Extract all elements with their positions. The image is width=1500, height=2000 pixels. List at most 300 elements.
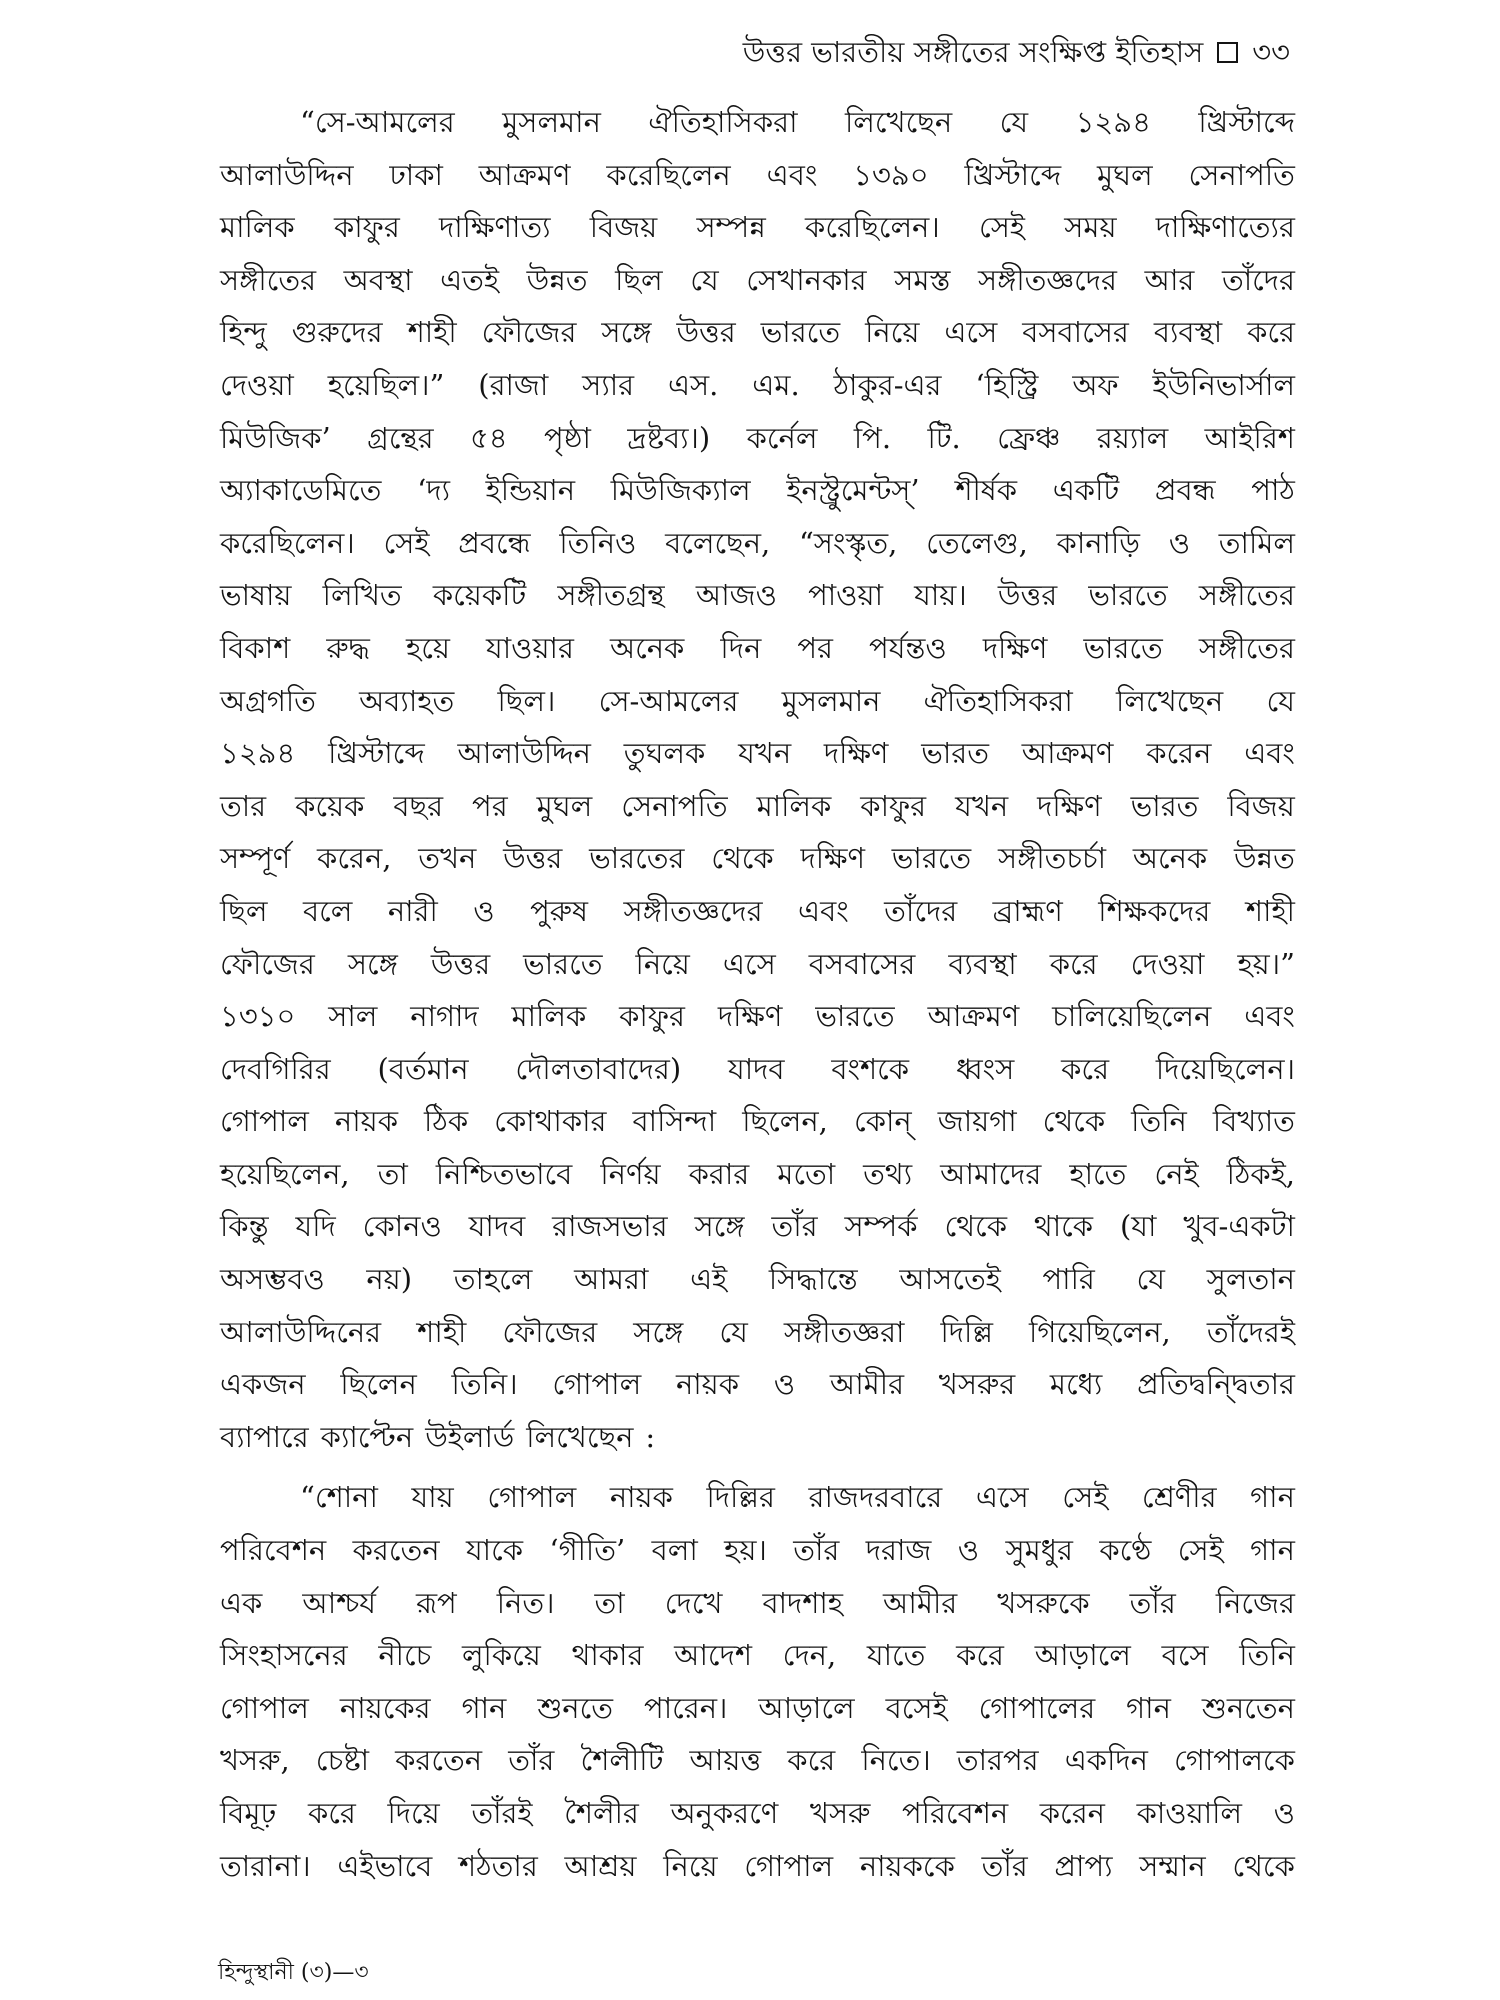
text-line [220,1043,1295,1096]
word: অনুকরণে [670,1796,779,1830]
word: কাওয়ালি [1136,1796,1243,1830]
word: ইউনিভার্সাল [1152,367,1295,402]
word: নায়ককে [859,1848,955,1883]
word: যে [1136,1262,1165,1297]
text-line [220,1200,1295,1253]
word: আমরা [574,1262,649,1297]
word: এসে [722,946,776,981]
word: আলাউদ্দিন [457,736,591,771]
word: “সে-আমলের [300,105,455,139]
word: করে [307,1796,356,1830]
word: তথ্য [863,1156,913,1191]
word: ১২৯৪ [220,736,296,771]
text-line [220,938,1295,991]
word: ১৩৯০ [853,157,929,192]
word: চেষ্টা [315,1743,370,1778]
word: ব্রাহ্মণ [992,893,1063,928]
word: উন্নত [526,262,588,297]
word: ভারতে [523,946,603,981]
word: রুদ্ধ [326,630,370,665]
word: অসম্ভবও [220,1262,325,1297]
text-line [220,832,1295,885]
word: ১৩১০ [220,999,296,1034]
word: কয়েক [295,788,365,823]
text-line [220,1306,1295,1359]
word: খসরু [809,1796,871,1830]
word: গোপাল [220,1104,309,1139]
text-line [220,727,1295,780]
word: দেওয়া [220,367,294,402]
word: তাঁর [771,1209,818,1244]
word: আদেশ [674,1638,752,1673]
word: আক্রমণ [1021,736,1114,771]
word: ক্যাপ্টেন [320,1419,414,1454]
word: ৫৪ [469,420,508,455]
word: যায়। [914,578,967,613]
text-line [220,1577,1295,1630]
word: আমীর [829,1367,905,1402]
word: আজও [695,578,777,613]
word: দিল্লির [706,1480,775,1515]
word: পুরুষ [530,893,589,928]
text-line [220,1629,1295,1682]
word: বিকাশ [220,630,291,665]
word: ছিল [615,262,663,297]
word: মধ্যে [1049,1367,1103,1402]
word: ভারত [1130,788,1199,823]
word: অফ [1072,367,1119,402]
word: দেওয়া [1130,946,1205,981]
word: ভারতে [760,315,841,350]
word: শাহী [1245,893,1295,928]
word: পারেন। [644,1690,728,1725]
word: দক্ষিণ [717,999,783,1034]
word: বিখ্যাত [1212,1104,1295,1139]
word: ফৌজের [220,946,315,981]
word: খসরুর [938,1367,1016,1402]
word: ঐতিহাসিকরা [648,105,798,139]
word: ইন্ডিয়ান [485,473,576,508]
word: ইনস্ট্রুমেন্টস্’ [786,473,920,508]
word: টি. [927,420,961,455]
word: দিয়ে [387,1796,440,1830]
word: রাজদরবারে [808,1480,943,1515]
word: (বর্তমান [377,1051,469,1086]
word: যায় [411,1480,454,1515]
word: দরাজ [865,1533,932,1568]
text-line [220,464,1295,517]
word: সম্পর্ক [844,1209,918,1244]
word: দেখে [664,1585,723,1620]
word: প্রতিদ্বন্দ্বিতার [1137,1367,1295,1402]
word: তিনি [1239,1638,1295,1673]
word: অনেক [609,630,685,665]
word: কিন্তু [220,1209,269,1244]
word: সঙ্গীতের [1198,630,1295,665]
word: এক [220,1585,263,1620]
word: ও [957,1533,980,1568]
word: ফ্রেঞ্চ [997,420,1061,455]
text-line [220,675,1295,728]
word: নীচে [378,1638,432,1673]
word: আমীর [883,1585,958,1620]
word: জায়গা [937,1104,1017,1139]
word: আক্রমণ [927,999,1020,1034]
word: যাদব [728,1051,785,1086]
word: দক্ষিণ [823,736,889,771]
word: তাঁর [793,1533,840,1568]
word: করেছিলেন। [220,525,355,560]
word: শুনতে [537,1690,614,1725]
word: তারানা। [220,1848,311,1883]
word: ছিল [220,893,268,928]
running-header [200,30,1290,74]
word: “সংস্কৃত, [798,525,898,560]
word: দক্ষিণ [982,630,1048,665]
word: স্যার [582,367,635,402]
word: পি. [853,420,892,455]
word: আর [1144,262,1195,297]
word: সেই [1062,1480,1109,1515]
word: হয়েছিলেন, [220,1156,350,1191]
word: সঙ্গীতগ্রন্থ [557,578,665,613]
word: শৈলীর [564,1796,639,1830]
word: খ্রিস্টাব্দে [1198,105,1295,139]
word: সঙ্গীতের [220,262,317,297]
word: সে-আমলের [598,683,739,718]
word: এবং [1244,736,1295,771]
word: গোপাল [220,1690,309,1725]
word: যাকে [465,1533,524,1568]
word: ব্যবস্থা [1153,315,1223,350]
word: তাঁর [508,1743,555,1778]
word: সঙ্গে [694,1209,745,1244]
word: সম্পন্ন [696,210,766,245]
word: ভারতের [589,841,685,876]
word: পর [797,630,833,665]
word: নাগাদ [410,999,479,1034]
word: লিখেছেন [1116,683,1224,718]
word: সেনাপতি [621,788,728,823]
square-ornament-icon [1217,42,1238,63]
word: কাফুর [333,210,400,245]
word: প্রাপ্য [1054,1848,1113,1883]
word: যখন [955,788,1009,823]
word: মুসলমান [502,105,601,139]
text-line [220,1524,1295,1577]
word: সিংহাসনের [220,1638,348,1673]
word: শাহী [417,1314,467,1349]
word: রূপ [415,1585,457,1620]
word: নায়ক [334,1104,399,1139]
word: এবং [766,157,818,192]
word: ও [1168,525,1191,560]
word: আইরিশ [1204,420,1295,455]
word: শঠতার [459,1848,538,1883]
word: কাফুর [619,999,685,1034]
paragraph [220,1471,1295,1892]
text-line [220,1682,1295,1735]
word: তাঁদেরই [1206,1314,1295,1349]
word: যে [690,262,719,297]
text-line [220,990,1295,1043]
word: বংশকে [831,1051,910,1086]
word: হয়।” [1237,946,1295,981]
word: খসরু, [220,1743,290,1778]
word: শুনতেন [1201,1690,1295,1725]
word: সঙ্গীতজ্ঞরা [783,1314,905,1349]
word: নায়ক [609,1480,673,1515]
word: ‘হিস্ট্রি [975,367,1039,402]
word: শাহী [407,315,457,350]
word: পরিবেশন [901,1796,1009,1830]
word: তাঁর [1129,1585,1176,1620]
word: নায়কের [339,1690,431,1725]
text-line [220,201,1295,254]
word: বিজয় [1227,788,1295,823]
word: শ্রেণীর [1141,1480,1217,1515]
word: অগ্রগতি [220,683,316,718]
word: খুব-একটা [1183,1209,1295,1244]
word: দিল্লি [940,1314,993,1349]
word: আশ্রয় [564,1848,637,1883]
word: সঙ্গীতজ্ঞদের [977,262,1117,297]
text-line [220,780,1295,833]
word: হয়। [724,1533,767,1568]
word: মুসলমান [781,683,881,718]
word: উইলার্ড [425,1419,515,1454]
word: করেন [1146,736,1212,771]
word: প্রবন্ধ [1154,473,1216,508]
word: ও [773,1367,796,1402]
word: নয়) [366,1262,413,1297]
word: একজন [220,1367,306,1402]
word: হয়ে [405,630,450,665]
word: কাফুর [860,788,927,823]
word: ছিলেন, [742,1104,828,1139]
word: তিনি [1131,1104,1187,1139]
word: করতেন [352,1533,440,1568]
word: থেকে [711,841,774,876]
word: গান [1126,1690,1171,1725]
word: আয়ত্ত [689,1743,762,1778]
word: বিমূঢ় [220,1796,277,1830]
word: মালিক [220,210,295,245]
word: পাঠ [1251,473,1295,508]
word: করেন [1039,1796,1105,1830]
word: মতো [777,1156,836,1191]
word: আশ্চর্য [302,1585,376,1620]
word: সঙ্গে [633,1314,684,1349]
word: অ্যাকাডেমিতে [220,473,382,508]
word: অবস্থা [343,262,413,297]
text-line [220,1734,1295,1787]
word: বলেছেন, [665,525,771,560]
word: তা [377,1156,408,1191]
word: থেকে [1042,1104,1106,1139]
word: দিন [720,630,762,665]
word: নিত। [496,1585,555,1620]
word: “শোনা [300,1480,378,1515]
word: তামিল [1218,525,1295,560]
text-line [220,1095,1295,1148]
word: ১২৯৪ [1075,105,1151,139]
word: চালিয়েছিলেন [1052,999,1212,1034]
word: সুমধুর [1005,1533,1073,1568]
word: তাঁদের [884,893,958,928]
word: সিদ্ধান্তে [768,1262,858,1297]
word: পর্যন্তও [869,630,947,665]
word: ধ্বংস [955,1051,1015,1086]
word: সঙ্গীতচর্চা [997,841,1107,876]
word: করেছিলেন [606,157,731,192]
text-line [220,412,1295,465]
word: ভারতে [891,841,972,876]
word: সময় [1064,210,1117,245]
word: ঠিক [424,1104,469,1139]
body-text [220,96,1295,1892]
word: আমাদের [940,1156,1042,1191]
word: সেই [383,525,430,560]
word: গান [461,1690,507,1725]
word: যাতে [866,1638,926,1673]
word: পারি [1042,1262,1095,1297]
word: করে [787,1743,836,1778]
word: তুঘলক [623,736,706,771]
word: করে [1061,1051,1110,1086]
word: রাজসভার [552,1209,668,1244]
word: এসে [975,1480,1029,1515]
word: সম্পূর্ণ [220,841,291,876]
word: যখন [738,736,792,771]
word: অনেক [1132,841,1208,876]
word: দেবগিরির [220,1051,331,1086]
word: মিউজিক’ [220,420,331,455]
word: দাক্ষিণাত্যের [1155,210,1295,245]
word: করে [956,1638,1005,1673]
word: এস. [667,367,719,402]
word: নারী [387,893,438,928]
word: গুরুদের [291,315,383,350]
word: ব্যবস্থা [948,946,1017,981]
word: উত্তর [430,946,491,981]
word: আড়ালে [758,1690,855,1725]
word: সঙ্গীতজ্ঞদের [623,893,763,928]
word: উত্তর [997,578,1058,613]
word: বলা [651,1533,698,1568]
word: ‘গীতি’ [549,1533,626,1568]
word: গান [1250,1480,1295,1515]
word: যে [999,105,1029,139]
word: কোথাকার [494,1104,607,1139]
word: থাকে [1033,1209,1094,1244]
word: ব্যাপারে [220,1419,309,1454]
word: ও [473,893,495,928]
word: লিখিত [322,578,402,613]
word: করার [688,1156,750,1191]
word: নিতে। [861,1743,931,1778]
page-number: ৩৩ [1252,35,1290,69]
word: আড়ালে [1034,1638,1131,1673]
word: এবং [798,893,849,928]
word: সেনাপতি [1188,157,1295,192]
word: ভারতে [1088,578,1168,613]
word: ঠিকই, [1226,1156,1295,1191]
word: যাওয়ার [486,630,574,665]
word: উন্নত [1233,841,1295,876]
text-line [220,1840,1295,1893]
word: ঢাকা [389,157,443,192]
word: গ্রন্থের [367,420,434,455]
word: এবং [1244,999,1295,1034]
word: দ্রষ্টব্য।) [627,420,711,455]
word: গোপাল [744,1848,834,1883]
word: নায়ক [675,1367,740,1402]
word: ফৌজের [502,1314,598,1349]
word: লিখেছেন [526,1419,634,1454]
word: তেলেগু, [926,525,1028,560]
word: শৈলীটি [580,1743,664,1778]
word: অব্যাহত [359,683,455,718]
word: মুঘল [1096,157,1153,192]
word: কোন্ [853,1104,912,1139]
word: তারপর [956,1743,1039,1778]
word: যাদব [468,1209,526,1244]
word: সেখানকার [746,262,867,297]
word: পরিবেশন [220,1533,327,1568]
word: তাঁর [981,1848,1028,1883]
word: দাক্ষিণাত্য [439,210,551,245]
word: ফৌজের [481,315,577,350]
word: তা [594,1585,625,1620]
word: ‘দ্য [417,473,450,508]
word: এম. [752,367,800,402]
word: করে [1049,946,1098,981]
word: বছর [393,788,444,823]
word: সঙ্গে [601,315,652,350]
word: সেই [1177,1533,1224,1568]
word: ভারত [921,736,989,771]
word: তাঁরই [471,1796,533,1830]
word: আসতেই [899,1262,1001,1297]
word: নিয়ে [865,315,920,350]
word: বসবাসের [1022,315,1129,350]
word: গান [1250,1533,1295,1568]
text-line [220,1253,1295,1306]
word: রয়্যাল [1096,420,1169,455]
word: তার [220,788,267,823]
word: কণ্ঠে [1099,1533,1152,1568]
word: তাঁদের [1221,262,1295,297]
word: সঙ্গীতের [1198,578,1295,613]
word: করে [1247,315,1295,350]
word: দক্ষিণ [1037,788,1102,823]
word: নিজের [1215,1585,1295,1620]
word: দেন, [782,1638,837,1673]
word: হাতে [1069,1156,1127,1191]
word: দক্ষিণ [800,841,866,876]
word: তাহলে [453,1262,533,1297]
word: ভাষায় [220,578,292,613]
word: ছিলেন [340,1367,417,1402]
word: নির্ণয় [600,1156,661,1191]
text-line [220,96,1295,149]
text-line [220,306,1295,359]
word: তিনি। [451,1367,518,1402]
word: এতই [440,262,500,297]
word: পর [472,788,508,823]
word: করেন, [317,841,392,876]
